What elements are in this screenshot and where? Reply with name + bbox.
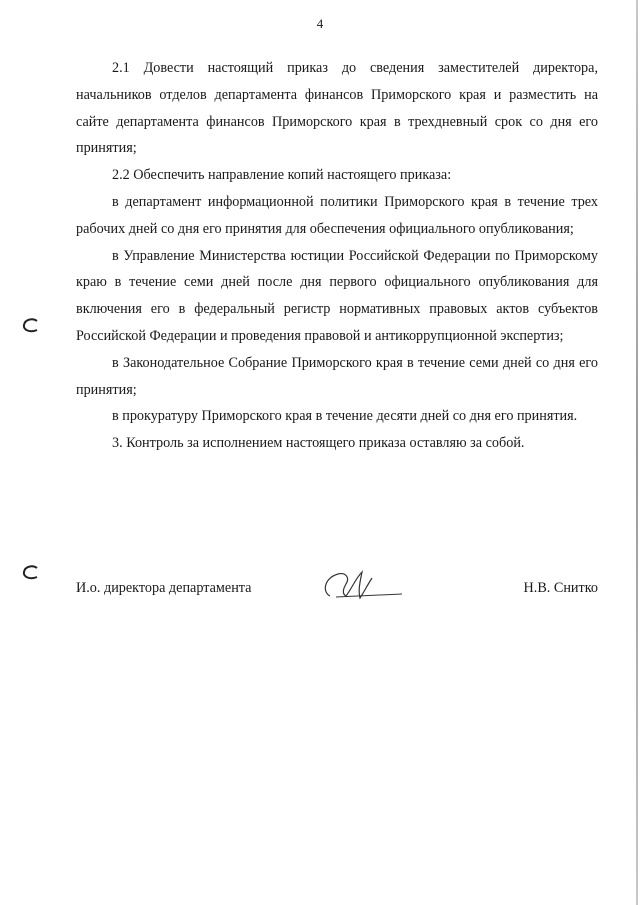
page-number: 4 <box>316 16 324 31</box>
punch-hole-icon <box>22 565 40 581</box>
paragraph-2-1: 2.1 Довести настоящий приказ до сведения заместителей директора, начальников отделов департамента финансов Приморского края и разместить на сайте департамента финансов Приморского края в трехдневный срок со дня его принятия; <box>76 60 598 157</box>
paragraph-2-2: 2.2 Обеспечить направление копий настоящего приказа: <box>112 167 452 184</box>
signature-block <box>76 566 598 606</box>
signatory-title: И.о. директора департамента <box>76 580 252 596</box>
paragraph-legislative-assembly: в Законодательное Собрание Приморского края в течение семи дней со дня его принятия; <box>76 354 598 398</box>
paragraph-3-control: 3. Контроль за исполнением настоящего приказа оставляю за собой. <box>112 435 525 452</box>
punch-hole-icon <box>22 318 40 334</box>
document-body <box>76 55 598 457</box>
paragraph-prosecutor: в прокуратуру Приморского края в течение десяти дней со дня его принятия. <box>112 408 578 425</box>
scan-edge <box>636 0 638 905</box>
handwritten-signature <box>316 566 406 606</box>
paragraph-ministry-justice: в Управление Министерства юстиции Российской Федерации по Приморскому краю в течение семи дней после дня первого официального опубликования для включения его в федеральный регистр нормативных правовых актов субъектов Российской Федерации и проведения правовой и антикоррупционной экспертиз; <box>76 247 598 344</box>
signatory-name: Н.В. Снитко <box>523 580 598 596</box>
paragraph-info-policy: в департамент информационной политики Приморского края в течение трех рабочих дней со дня его принятия для обеспечения официального опубликования; <box>76 193 598 237</box>
